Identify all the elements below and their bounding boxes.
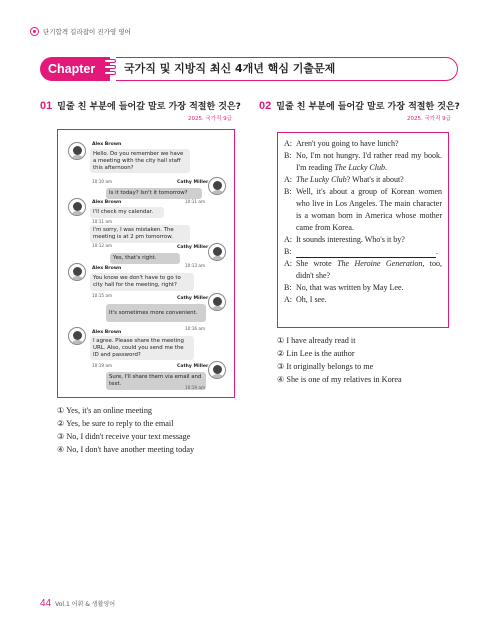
q2-header: [259, 99, 460, 112]
dialog-line: [284, 150, 442, 174]
dialog-text: No, that was written by May Lee.: [296, 283, 404, 292]
chat-sender-name: Alex Brown: [92, 266, 122, 271]
chat-bubble: It's sometimes more convenient.: [106, 304, 206, 322]
chat-time: 10:11 am: [185, 199, 206, 204]
blank-period: .: [436, 247, 438, 256]
speaker-label: A:: [284, 295, 292, 304]
chat-sender-name: Cathy Miller: [177, 245, 209, 250]
chat-sender-name: Cathy Miller: [177, 364, 209, 369]
avatar-alex: [68, 142, 86, 160]
avatar-alex: [68, 198, 86, 216]
dialog-line: [284, 294, 442, 306]
chat-bubble: Yes, that's right.: [110, 253, 180, 264]
dialog-text: Well, it's about a group of Korean women who live in Los Angeles. The main character is a woman born in America whose mother came from Korea.: [296, 187, 442, 232]
q1-option-4[interactable]: ④ No, I don't have another meeting today: [57, 445, 195, 454]
chat-sender-name: Alex Brown: [92, 142, 122, 147]
q1-header: [40, 99, 241, 112]
speaker-label: A:: [284, 175, 292, 184]
chat-sender-name: Cathy Miller: [177, 180, 209, 185]
page-footer: [40, 598, 115, 609]
q2-options: [277, 334, 402, 386]
chat-sender-name: Alex Brown: [92, 330, 122, 335]
chat-time: 10:12 am: [92, 243, 113, 248]
q2-option-2[interactable]: ② Lin Lee is the author: [277, 349, 355, 358]
book-title: Vol.1 어휘 & 생활영어: [55, 601, 116, 608]
chat-time: 10:10 am: [92, 179, 113, 184]
avatar-alex: [68, 327, 86, 345]
chapter-bar: [40, 57, 458, 100]
speaker-label: B:: [284, 247, 292, 256]
q2-option-4[interactable]: ④ She is one of my relatives in Korea: [277, 375, 402, 384]
dialog-line: [284, 234, 442, 246]
q1-number: 01: [40, 100, 53, 112]
q1-source: 2025. 국가직 9급: [188, 116, 232, 122]
chat-bubble: I'll check my calendar.: [90, 207, 164, 218]
dialog-text: It sounds interesting. Who's it by?: [296, 235, 405, 244]
dialog-text: Aren't you going to have lunch?: [296, 139, 399, 148]
chat-bubble: I'm sorry, I was mistaken. The meeting is at 2 pm tomorrow.: [90, 225, 190, 243]
chapter-label: Chapter 01: [40, 57, 110, 81]
chat-bubble: Hello. Do you remember we have a meeting with the city hall staff this afternoon?: [90, 149, 190, 173]
speaker-label: B:: [284, 151, 292, 160]
dialog-box: [277, 132, 449, 328]
dialog-text: No, I'm not hungry. I'd rather read my book. I'm reading The Lucky Club.: [296, 151, 442, 172]
avatar-cathy: [208, 361, 226, 379]
chat-time: 10:15 am: [92, 293, 113, 298]
speaker-label: A:: [284, 235, 292, 244]
q2-option-3[interactable]: ③ It originally belongs to me: [277, 362, 374, 371]
chat-bubble: Is it today? Isn't it tomorrow?: [106, 188, 202, 199]
banner-text: 단기합격 길라잡이 진가영 영어: [43, 28, 131, 36]
speaker-label: A:: [284, 259, 292, 268]
speaker-label: A:: [284, 139, 292, 148]
chapter-title: 국가직 및 지방직 최신 4개년 핵심 기출문제: [116, 57, 458, 81]
dialog-text: The Lucky Club? What's it about?: [296, 175, 404, 184]
dialog-line: [284, 174, 442, 186]
dialog-text: She wrote The Heroine Generation, too, didn't she?: [296, 259, 442, 280]
chat-bubble: Sure, I'll share them via email and text.: [106, 372, 206, 390]
q1-option-2[interactable]: ② Yes, be sure to reply to the email: [57, 419, 174, 428]
chat-sender-name: Cathy Miller: [177, 296, 209, 301]
dialog-line: [284, 282, 442, 294]
q2-source: 2025. 국가직 9급: [407, 116, 451, 122]
avatar-cathy: [208, 293, 226, 311]
chat-sender-name: Alex Brown: [92, 200, 122, 205]
q1-prompt: 밑줄 친 부분에 들어갈 말로 가장 적절한 것은?: [57, 102, 241, 112]
top-banner: [30, 27, 131, 36]
chat-time: 10:13 am: [185, 263, 206, 268]
chat-bubble: I agree. Please share the meeting URL. Also, could you send me the ID and password?: [90, 336, 194, 360]
chat-time: 10:19 am: [92, 363, 113, 368]
dialog-line: [284, 138, 442, 150]
chat-transcript: [57, 129, 235, 398]
q1-options: [57, 404, 194, 456]
chat-time: 10:11 am: [92, 219, 113, 224]
dialog-line: [284, 258, 442, 282]
q2-number: 02: [259, 100, 272, 112]
avatar-cathy: [208, 177, 226, 195]
dialog-line-blank: [284, 246, 442, 258]
q1-option-1[interactable]: ① Yes, it's an online meeting: [57, 406, 153, 415]
page-number: 44: [40, 598, 52, 609]
chat-time: 10:16 am: [185, 326, 206, 331]
avatar-cathy: [208, 243, 226, 261]
dialog-line: [284, 186, 442, 234]
chat-time: 10:19 am: [185, 385, 206, 390]
speaker-label: B:: [284, 283, 292, 292]
logo-icon: [30, 27, 39, 36]
avatar-alex: [68, 263, 86, 281]
answer-blank: [296, 249, 436, 258]
q2-option-1[interactable]: ① I have already read it: [277, 336, 356, 345]
q2-prompt: 밑줄 친 부분에 들어갈 말로 가장 적절한 것은?: [276, 102, 460, 112]
dialog-text: Oh, I see.: [296, 295, 327, 304]
q1-option-3[interactable]: ③ No, I didn't receive your text message: [57, 432, 191, 441]
chat-bubble: You know we don't have to go to city hall for the meeting, right?: [90, 273, 194, 291]
speaker-label: B:: [284, 187, 292, 196]
